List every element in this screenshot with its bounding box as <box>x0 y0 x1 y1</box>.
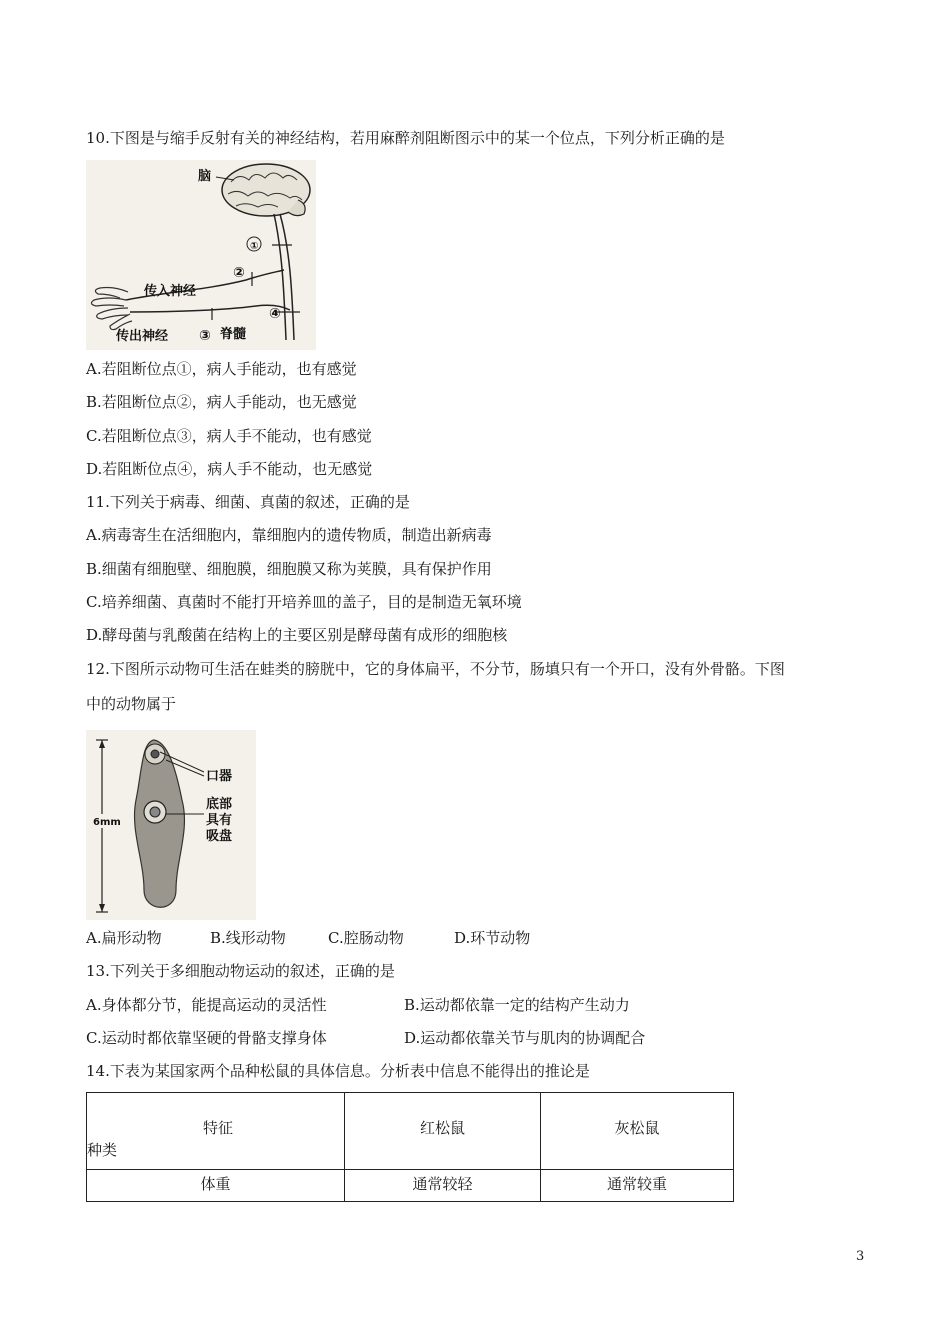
q12-stem-line2: 中的动物属于 <box>86 695 177 713</box>
q11-option-a: A.病毒寄生在活细胞内，靠细胞内的遗传物质，制造出新病毒 <box>86 526 492 544</box>
q14-stem: 14.下表为某国家两个品种松鼠的具体信息。分析表中信息不能得出的推论是 <box>86 1062 590 1080</box>
flatworm-figure <box>86 730 256 920</box>
brain-drawing <box>222 164 310 216</box>
q10-stem: 10.下图是与缩手反射有关的神经结构，若用麻醉剂阻断图示中的某一个位点，下列分析正确的是 <box>86 129 725 147</box>
q11-option-c: C.培养细菌、真菌时不能打开培养皿的盖子，目的是制造无氧环境 <box>86 593 522 611</box>
q10-option-a: A.若阻断位点①，病人手能动，也有感觉 <box>86 360 357 378</box>
table-diagonal-header <box>87 1093 345 1170</box>
label-spinal-cord: 脊髓 <box>220 327 247 342</box>
label-sucker-3: 吸盘 <box>206 829 233 844</box>
q11-stem: 11.下列关于病毒、细菌、真菌的叙述，正确的是 <box>86 493 410 511</box>
q13-options-row2 <box>86 1028 645 1048</box>
label-sucker-2: 具有 <box>206 813 233 828</box>
table-header-feature: 特征 <box>203 1119 234 1137</box>
q12-option-c: C.腔肠动物 <box>328 929 404 947</box>
table-header-red-squirrel: 红松鼠 <box>345 1093 541 1170</box>
q10-option-b: B.若阻断位点②，病人手能动，也无感觉 <box>86 393 357 411</box>
q13-option-d: D.运动都依靠关节与肌肉的协调配合 <box>404 1029 646 1047</box>
q13-stem: 13.下列关于多细胞动物运动的叙述，正确的是 <box>86 962 395 980</box>
q13-options-row1 <box>86 995 630 1015</box>
table-header-species: 种类 <box>87 1141 118 1159</box>
label-brain: 脑 <box>198 169 212 184</box>
q12-stem-line1: 12.下图所示动物可生活在蛙类的膀胱中，它的身体扁平，不分节，肠填只有一个开口，没有外骨骼。下图 <box>86 660 785 678</box>
q10-option-c: C.若阻断位点③，病人手不能动，也有感觉 <box>86 427 372 445</box>
q13-option-a: A.身体都分节，能提高运动的灵活性 <box>86 996 327 1014</box>
q10-option-d: D.若阻断位点④，病人手不能动，也无感觉 <box>86 460 373 478</box>
label-afferent-nerve: 传入神经 <box>144 284 197 299</box>
squirrel-table <box>86 1092 734 1202</box>
scale-label: 6mm <box>93 817 121 828</box>
q13-option-b: B.运动都依靠一定的结构产生动力 <box>404 996 630 1014</box>
label-mouth: 口器 <box>206 769 233 784</box>
table-cell-gray: 通常较重 <box>541 1170 734 1202</box>
label-point-2: ② <box>233 265 245 281</box>
table-header-row <box>87 1093 734 1170</box>
table-cell-label: 体重 <box>87 1170 345 1202</box>
table-cell-red: 通常较轻 <box>345 1170 541 1202</box>
table-header-gray-squirrel: 灰松鼠 <box>541 1093 734 1170</box>
label-efferent-nerve: 传出神经 <box>116 329 169 344</box>
label-point-4: ④ <box>269 306 281 322</box>
label-sucker-1: 底部 <box>206 797 233 812</box>
q13-option-c: C.运动时都依靠坚硬的骨骼支撑身体 <box>86 1029 327 1047</box>
q12-options <box>86 928 530 948</box>
q12-option-b: B.线形动物 <box>210 929 286 947</box>
reflex-arc-figure <box>86 160 316 350</box>
label-point-3: ③ <box>199 328 211 344</box>
q11-option-b: B.细菌有细胞壁、细胞膜，细胞膜又称为荚膜，具有保护作用 <box>86 560 492 578</box>
label-point-1: ① <box>250 241 259 252</box>
table-row <box>87 1170 734 1202</box>
page-number: 3 <box>856 1249 865 1264</box>
q12-option-d: D.环节动物 <box>454 929 531 947</box>
q11-option-d: D.酵母菌与乳酸菌在结构上的主要区别是酵母菌有成形的细胞核 <box>86 626 508 644</box>
q12-option-a: A.扁形动物 <box>86 929 162 947</box>
